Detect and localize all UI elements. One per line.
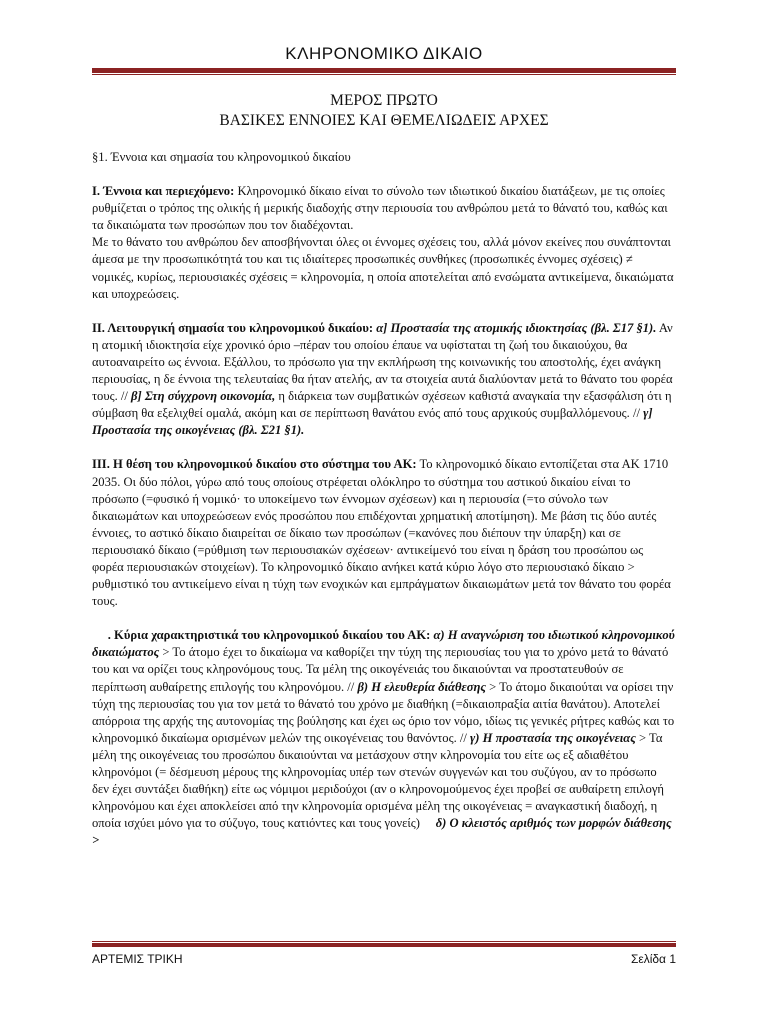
paragraph-lead: ΙΙΙ. Η θέση του κληρονομικού δικαίου στο σύστημα του ΑΚ:: [92, 457, 417, 472]
header-rule-thick: [92, 68, 676, 73]
page-number: Σελίδα 1: [630, 952, 676, 966]
footer-rule-thin: [92, 941, 676, 942]
paragraph-text: Αν η ατομική ιδιοκτησία είχε χρονικό όριο –πέραν του οποίου έπαυε να υφίσταται τη ζωή του δικαιούχου, θα αυτοαναιρείτο ως έννοια. Εξάλλου, το πρόσωπο για την εκπλήρωση της κοινωνικής του αποστολής, έχει ανάγκη περιουσίας, η δε έννοια της τελευταίας θα ήταν ατελής, αν τα στοιχεία αυτά διαλύονταν μετά το θάνατο του φορέα τους. //: [92, 320, 673, 404]
footer-rule-thick: [92, 943, 676, 947]
paragraph-lead: Ι. Έννοια και περιεχόμενο:: [92, 184, 235, 199]
document-header-title: ΚΛΗΡΟΝΟΜΙΚΟ ΔΙΚΑΙΟ: [285, 44, 483, 63]
paragraph-text: η διάρκεια των συμβατικών σχέσεων καθιστά αναγκαία την εξασφάλιση ότι η σύμβαση θα εξελιχθεί ομαλά, ακόμη και σε περίπτωση θανάτου ενός από τους αρχικούς συμβαλλόμενους. //: [92, 389, 672, 421]
paragraph-text: Κληρονομικό δίκαιο είναι το σύνολο των ιδιωτικού δικαίου διατάξεων, με τις οποίες ρυθμίζεται ο τρόπος της ολικής ή μερικής διαδοχής στην περιουσία του ανθρώπου μετά το θάνατό του, καθώς και τα δικαιώματα των προσώπων που τον διαδέχονται.: [92, 184, 668, 233]
paragraph-characteristics: [92, 627, 676, 849]
paragraph-position: [92, 456, 676, 610]
paragraph-text: > Το άτομο δικαιούται να ορίσει την τύχη της περιουσίας του για τον μετά το θάνατό του χρόνο με διαθήκη (=δικαιοπραξία αιτία θανάτου). Αποτελεί απόρροια της αρχής της αυτονομίας της βούλησης και έχει ως όριο τον νόμο, ιδίως τις γενικές ρήτρες καθώς και το κληρονομικό δικαίωμα ορισμένων μελών της οικογένειας του θανόντος. //: [92, 679, 678, 745]
emphasis-text: γ] Προστασία της οικογένειας (βλ. Σ21 §1).: [92, 406, 653, 438]
emphasis-text: α) Η αναγνώριση του ιδιωτικού κληρονομικού δικαιώματος: [92, 628, 678, 660]
paragraph-function: [92, 320, 676, 440]
emphasis-text: β) Η ελευθερία διάθεσης: [354, 679, 487, 694]
paragraph-text: Το κληρονομικό δίκαιο εντοπίζεται στα ΑΚ 1710 2035. Οι δύο πόλοι, γύρω από τους οποίους στρέφεται ολόκληρο το σύστημα του αστικού δικαίου είναι το πρόσωπο (=φυσικό ή νομικό· το υποκείμενο των έννομων σχέσεων) και η περιουσία (=το σύνολο των δικαιωμάτων και υποχρεώσεων ενός προσώπου που επιδέχονται χρηματική αποτίμηση). Με βάση τις δύο αυτές έννοιες, το αστικό δίκαιο διαιρείται σε δίκαιο των προσώπων (=κανόνες που διέπουν την ύπαρξη) και σε περιουσιακό δίκαιο (=ρύθμιση των περιουσιακών σχέσεων· αντικείμενό του είναι η δράση του προσώπου ως φορέα περιουσιακών στοιχείων). Το κληρονομικό δίκαιο ανήκει κατά κύριο λόγο στο περιουσιακό δίκαιο > ρυθμιστικό του αντικείμενο είναι η τύχη των ενοχικών και εμπράγματων δικαιωμάτων μετά τον θάνατο του φορέα τους.: [92, 457, 671, 609]
paragraph-text: > Τα μέλη της οικογένειας του προσώπου δικαιούνται να μετάσχουν στην κληρονομία του είτε ως εξ αδιαθέτου κληρονόμοι (= δέσμευση μέρους της κληρονομίας υπέρ των στενών συγγενών και του συζύγου, αν το πρόσωπο δεν έχει συντάξει διαθήκη) είτε ως νόμιμοι μεριδούχοι (αν ο κληρονομούμενος έχει προβεί σε αυθαίρετη επιλογή κληρονόμου και έχει αποκλείσει από την κληρονομία ορισμένα μέλη της οικογένειας = αναγκαστική διαδοχή, η οποία ισχύει μόνο για το σύζυγο, τους κατιόντες και τους γονείς): [92, 730, 668, 831]
part-title-line1: ΜΕΡΟΣ ΠΡΩΤΟ: [330, 92, 438, 109]
paragraph-lead: ΙΙ. Λειτουργική σημασία του κληρονομικού δικαίου:: [92, 320, 374, 335]
emphasis-text: δ) Ο κλειστός αριθμός των μορφών διάθεσης >: [92, 816, 675, 848]
document-body: [92, 149, 676, 849]
paragraph-text: > Το άτομο έχει το δικαίωμα να καθορίζει την τύχη της περιουσίας του για το χρόνο μετά το θάνατό του και να ορίζει τους κληρονόμους τους. Τα μέλη της οικογένειάς του δικαιούνται να προστατευθούν σε περίπτωση αυθαίρετης επιλογής του κληρονόμου. //: [92, 645, 672, 694]
part-title-line2: ΒΑΣΙΚΕΣ ΕΝΝΟΙΕΣ ΚΑΙ ΘΕΜΕΛΙΩΔΕΙΣ ΑΡΧΕΣ: [219, 112, 549, 129]
paragraph-concept-cont: Με το θάνατο του ανθρώπου δεν αποσβήνονται όλες οι έννομες σχέσεις του, αλλά μόνον εκείνες που συνάπτονται άμεσα με την προσωπικότητά του και τις ιδιαίτερες προσωπικές συνθήκες (προσωπικές έννομες σχέσεις) ≠ νομικές, κυρίως, περιουσιακές σχέσεις = κληρονομία, η οποία αποτελείται από ενσώματα αντικείμενα, δικαιώματα και υποχρεώσεις.: [92, 235, 674, 301]
header-rule-thin: [92, 74, 676, 75]
paragraph-concept: [92, 183, 676, 234]
paragraph-lead: . Κύρια χαρακτηριστικά του κληρονομικού δικαίου του ΑΚ:: [92, 628, 431, 643]
footer-author: ΑΡΤΕΜΙΣ ΤΡΙΚΗ: [92, 952, 183, 966]
emphasis-text: γ) Η προστασία της οικογένειας: [466, 730, 636, 745]
emphasis-text: β] Στη σύγχρονη οικονομία,: [127, 389, 276, 404]
emphasis-text: α] Προστασία της ατομικής ιδιοκτησίας (βλ. Σ17 §1).: [373, 320, 657, 335]
section-heading: §1. Έννοια και σημασία του κληρονομικού δικαίου: [92, 150, 351, 164]
